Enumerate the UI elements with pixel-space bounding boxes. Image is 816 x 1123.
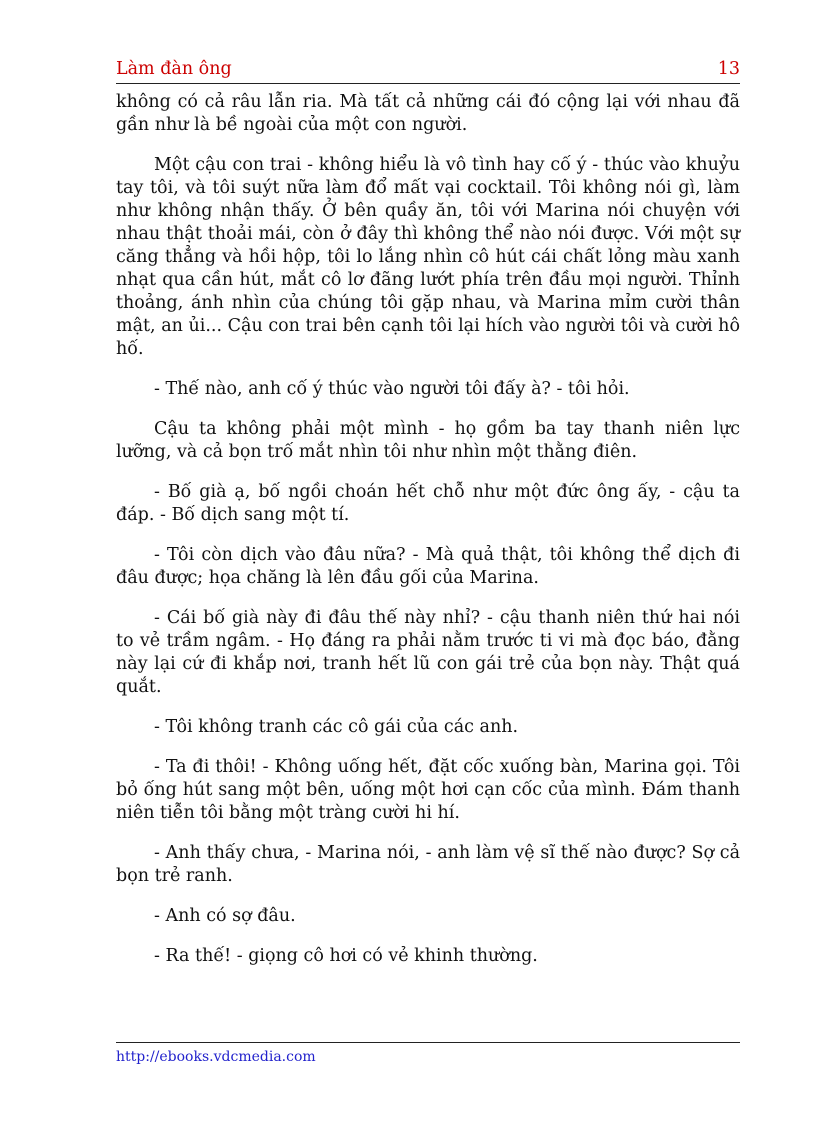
paragraph: không có cả râu lẫn ria. Mà tất cả những cái đó cộng lại với nhau đã gần như là bề ngoài của một con người. [116, 92, 740, 135]
paragraph: - Anh thấy chưa, - Marina nói, - anh làm vệ sĩ thế nào được? Sợ cả bọn trẻ ranh. [116, 843, 740, 886]
footer-url-link[interactable]: http://ebooks.vdcmedia.com [116, 1049, 316, 1065]
page-footer [116, 1042, 740, 1065]
paragraph: - Anh có sợ đâu. [154, 906, 296, 926]
paragraph: - Cái bố già này đi đâu thế này nhỉ? - cậu thanh niên thứ hai nói to vẻ trầm ngâm. - Họ đáng ra phải nằm trước ti vi mà đọc báo, đằng này lại cứ đi khắp nơi, tranh hết lũ con gái trẻ của bọn này. Thật quá quắt. [116, 608, 740, 697]
paragraph: Cậu ta không phải một mình - họ gồm ba tay thanh niên lực lưỡng, và cả bọn trố mắt nhìn tôi như nhìn một thằng điên. [116, 419, 740, 462]
paragraph: - Tôi còn dịch vào đâu nữa? - Mà quả thật, tôi không thể dịch đi đâu được; họa chăng là lên đầu gối của Marina. [116, 545, 740, 588]
body-text [116, 91, 740, 985]
page-number: 13 [717, 59, 740, 79]
paragraph: - Tôi không tranh các cô gái của các anh. [154, 717, 519, 737]
paragraph: Một cậu con trai - không hiểu là vô tình hay cố ý - thúc vào khuỷu tay tôi, và tôi suýt nữa làm đổ mất vại cocktail. Tôi không nói gì, làm như không nhận thấy. Ở bên quầy ăn, tôi với Marina nói chuyện với nhau thật thoải mái, còn ở đây thì không thể nào nói được. Với một sự căng thẳng và hồi hộp, tôi lo lắng nhìn cô hút cái chất lỏng màu xanh nhạt qua cần hút, mắt cô lơ đãng lướt phía trên đầu mọi người. Thỉnh thoảng, ánh nhìn của chúng tôi gặp nhau, và Marina mỉm cười thân mật, an ủi... Cậu con trai bên cạnh tôi lại hích vào người tôi và cười hô hố. [116, 155, 740, 359]
paragraph: - Ra thế! - giọng cô hơi có vẻ khinh thường. [154, 946, 538, 966]
paragraph: - Ta đi thôi! - Không uống hết, đặt cốc xuống bàn, Marina gọi. Tôi bỏ ống hút sang một bên, uống một hơi cạn cốc của mình. Đám thanh niên tiễn tôi bằng một tràng cười hi hí. [116, 757, 740, 823]
book-title: Làm đàn ông [116, 59, 232, 79]
page-header [116, 57, 740, 84]
paragraph: - Thế nào, anh cố ý thúc vào người tôi đấy à? - tôi hỏi. [154, 379, 630, 399]
paragraph: - Bố già ạ, bố ngồi choán hết chỗ như một đức ông ấy, - cậu ta đáp. - Bố dịch sang một tí. [116, 482, 740, 525]
